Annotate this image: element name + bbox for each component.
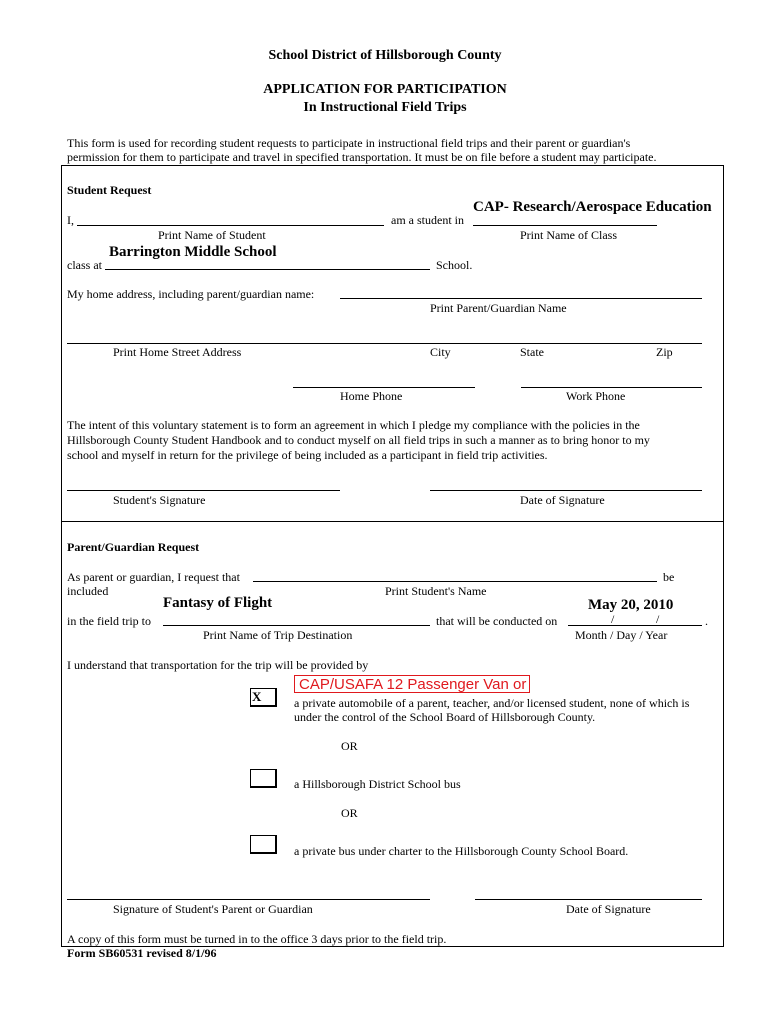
parent-signature-field[interactable] xyxy=(67,899,430,900)
print-name-class-caption: Print Name of Class xyxy=(520,228,617,242)
in-field-trip-label: in the field trip to xyxy=(67,614,151,628)
student-date-field[interactable] xyxy=(430,490,702,491)
class-at-label: class at xyxy=(67,258,102,272)
street-caption: Print Home Street Address xyxy=(113,345,242,359)
parent-name-field[interactable] xyxy=(340,298,702,299)
intro-text-line2: permission for them to participate and travel in specified transportation. It must be on file before a student may participate. xyxy=(67,150,657,164)
destination-caption: Print Name of Trip Destination xyxy=(203,628,353,642)
intent-text-line2: Hillsborough County Student Handbook and to conduct myself on all field trips in such a manner as to bring honor to my xyxy=(67,433,650,447)
option-charter-bus-label: a private bus under charter to the Hillsborough County School Board. xyxy=(294,844,629,858)
option-private-auto-line2: under the control of the School Board of Hillsborough County. xyxy=(294,710,596,724)
class-name-value: CAP- Research/Aerospace Education xyxy=(473,199,712,215)
request-text: As parent or guardian, I request that xyxy=(67,570,240,584)
school-name-field[interactable] xyxy=(105,269,430,270)
state-caption: State xyxy=(520,345,544,359)
conducted-on-label: that will be conducted on xyxy=(436,614,558,628)
transport-text: I understand that transportation for the trip will be provided by xyxy=(67,658,369,672)
form-title: APPLICATION FOR PARTICIPATION xyxy=(263,82,507,97)
be-label: be xyxy=(663,570,675,584)
home-address-label: My home address, including parent/guardian name: xyxy=(67,287,315,301)
am-student-in-label: am a student in xyxy=(391,213,464,227)
destination-value: Fantasy of Flight xyxy=(163,595,273,611)
work-phone-field[interactable] xyxy=(521,387,702,388)
form-id: Form SB60531 revised 8/1/96 xyxy=(67,946,217,960)
student-request-heading: Student Request xyxy=(67,183,152,197)
school-name-value: Barrington Middle School xyxy=(109,244,277,260)
student-signature-field[interactable] xyxy=(67,490,340,491)
intent-text-line3: school and myself in return for the privilege of being included as a participant in field trip activities. xyxy=(67,448,548,462)
option-private-auto-checkbox[interactable] xyxy=(250,688,277,707)
i-label: I, xyxy=(67,213,74,227)
trip-date-value: May 20, 2010 xyxy=(588,597,674,613)
included-label: included xyxy=(67,584,109,598)
class-name-field[interactable] xyxy=(473,225,657,226)
date-slash-2: / xyxy=(656,612,660,626)
destination-field[interactable] xyxy=(163,625,430,626)
parent-request-heading: Parent/Guardian Request xyxy=(67,540,200,554)
date-slash-1: / xyxy=(611,612,615,626)
city-caption: City xyxy=(430,345,451,359)
student-date-caption: Date of Signature xyxy=(520,493,605,507)
intro-text-line1: This form is used for recording student requests to participate in instructional field trips and their parent or guardian's xyxy=(67,136,631,150)
student-name-field[interactable] xyxy=(77,225,384,226)
parent-date-caption: Date of Signature xyxy=(566,902,651,916)
copy-note: A copy of this form must be turned in to the office 3 days prior to the field trip. xyxy=(67,932,447,946)
home-phone-caption: Home Phone xyxy=(340,389,403,403)
parent-name-caption: Print Parent/Guardian Name xyxy=(430,301,567,315)
option-charter-bus-checkbox[interactable] xyxy=(250,835,277,854)
van-annotation: CAP/USAFA 12 Passenger Van or xyxy=(294,675,530,693)
student-signature-caption: Student's Signature xyxy=(113,493,206,507)
intent-text-line1: The intent of this voluntary statement is to form an agreement in which I pledge my compliance with the policies in the xyxy=(67,418,640,432)
parent-signature-caption: Signature of Student's Parent or Guardian xyxy=(113,902,313,916)
zip-caption: Zip xyxy=(656,345,673,359)
option-district-bus-checkbox[interactable] xyxy=(250,769,277,788)
or-label-1: OR xyxy=(341,739,358,753)
date-period: . xyxy=(705,614,708,628)
trip-date-caption: Month / Day / Year xyxy=(575,628,668,642)
school-label: School. xyxy=(436,258,473,272)
street-address-field[interactable] xyxy=(67,343,702,344)
x-mark-icon: X xyxy=(252,689,262,704)
print-student-name-field[interactable] xyxy=(253,581,657,582)
parent-date-field[interactable] xyxy=(475,899,702,900)
print-name-student-caption: Print Name of Student xyxy=(158,228,266,242)
district-title: School District of Hillsborough County xyxy=(268,48,502,63)
or-label-2: OR xyxy=(341,806,358,820)
option-district-bus-label: a Hillsborough District School bus xyxy=(294,777,461,791)
option-private-auto-line1: a private automobile of a parent, teacher, and/or licensed student, none of which is xyxy=(294,696,690,710)
form-subtitle: In Instructional Field Trips xyxy=(303,100,467,115)
print-student-name-caption: Print Student's Name xyxy=(385,584,487,598)
trip-date-field[interactable] xyxy=(568,625,702,626)
home-phone-field[interactable] xyxy=(293,387,475,388)
work-phone-caption: Work Phone xyxy=(566,389,626,403)
